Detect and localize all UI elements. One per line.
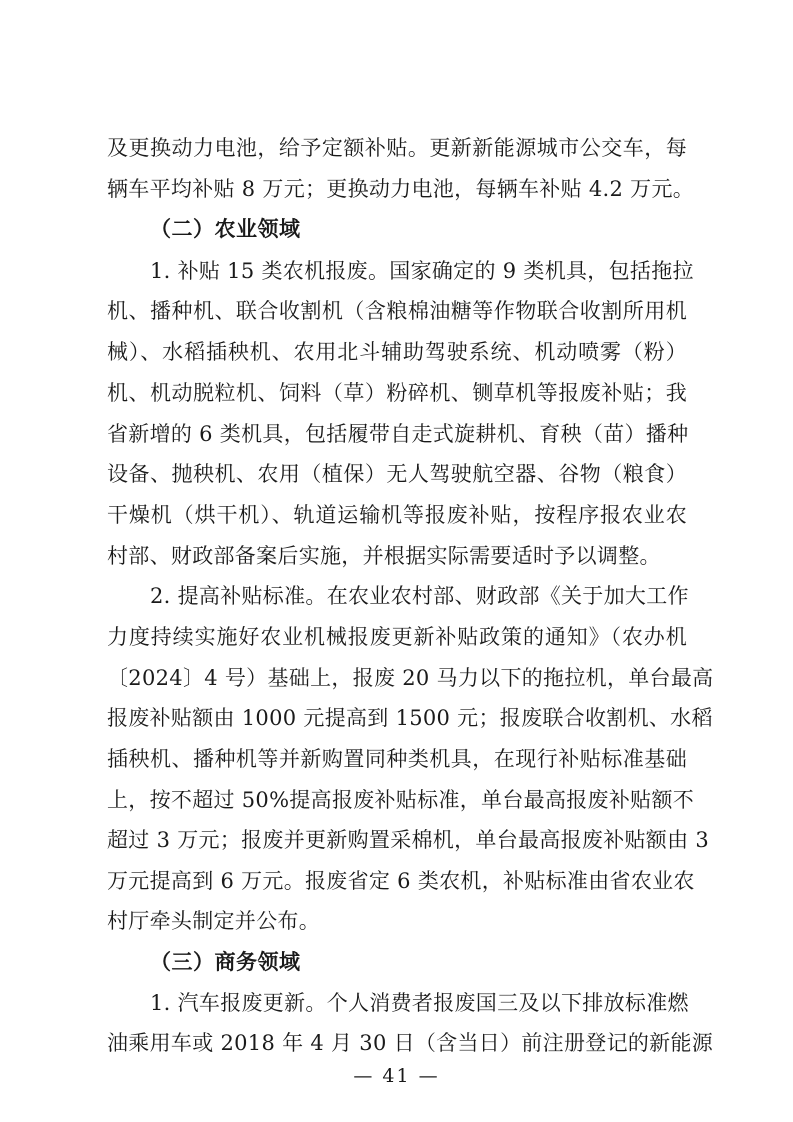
paragraph-line: 辆车平均补贴 8 万元；更换动力电池，每辆车补贴 4.2 万元。: [107, 177, 695, 201]
paragraph-line: 油乘用车或 2018 年 4 月 30 日（含当日）前注册登记的新能源: [107, 1031, 714, 1055]
paragraph-line: 上，按不超过 50%提高报废补贴标准，单台最高报废补贴额不: [107, 788, 695, 812]
paragraph-line: 村厅牵头制定并公布。: [107, 909, 320, 933]
paragraph-line: 设备、抛秧机、农用（植保）无人驾驶航空器、谷物（粮食）: [107, 462, 687, 486]
paragraph-line: 及更换动力电池，给予定额补贴。更新新能源城市公交车，每: [107, 136, 687, 160]
paragraph-line: 超过 3 万元；报废并更新购置采棉机，单台最高报废补贴额由 3: [107, 828, 710, 852]
paragraph-line: 机、播种机、联合收割机（含粮棉油糖等作物联合收割所用机: [107, 299, 687, 323]
paragraph-line: 插秧机、播种机等并新购置同种类机具，在现行补贴标准基础: [107, 747, 687, 771]
paragraph-line: 机、机动脱粒机、饲料（草）粉碎机、铡草机等报废补贴；我: [107, 381, 687, 405]
paragraph-line: 械）、水稻插秧机、农用北斗辅助驾驶系统、机动喷雾（粉）: [107, 340, 687, 364]
paragraph-line: 干燥机（烘干机）、轨道运输机等报废补贴，按程序报农业农: [107, 503, 687, 527]
paragraph-line: 1. 汽车报废更新。个人消费者报废国三及以下排放标准燃: [150, 991, 689, 1015]
paragraph-line: 力度持续实施好农业机械报废更新补贴政策的通知》（农办机: [107, 625, 687, 649]
paragraph-line: 村部、财政部备案后实施，并根据实际需要适时予以调整。: [107, 544, 661, 568]
section-heading-agriculture: （二）农业领域: [150, 217, 301, 241]
section-heading-commerce: （三）商务领域: [150, 950, 301, 974]
paragraph-line: 〔2024〕4 号）基础上，报废 20 马力以下的拖拉机，单台最高: [107, 666, 714, 690]
paragraph-line: 报废补贴额由 1000 元提高到 1500 元；报废联合收割机、水稻: [107, 706, 713, 730]
paragraph-line: 2. 提高补贴标准。在农业农村部、财政部《关于加大工作: [150, 584, 689, 608]
paragraph-line: 1. 补贴 15 类农机报废。国家确定的 9 类机具，包括拖拉: [150, 259, 694, 283]
paragraph-line: 省新增的 6 类机具，包括履带自走式旋耕机、育秧（苗）播种: [107, 422, 689, 446]
page-number: — 41 —: [353, 1065, 440, 1087]
paragraph-line: 万元提高到 6 万元。报废省定 6 类农机，补贴标准由省农业农: [107, 869, 695, 893]
